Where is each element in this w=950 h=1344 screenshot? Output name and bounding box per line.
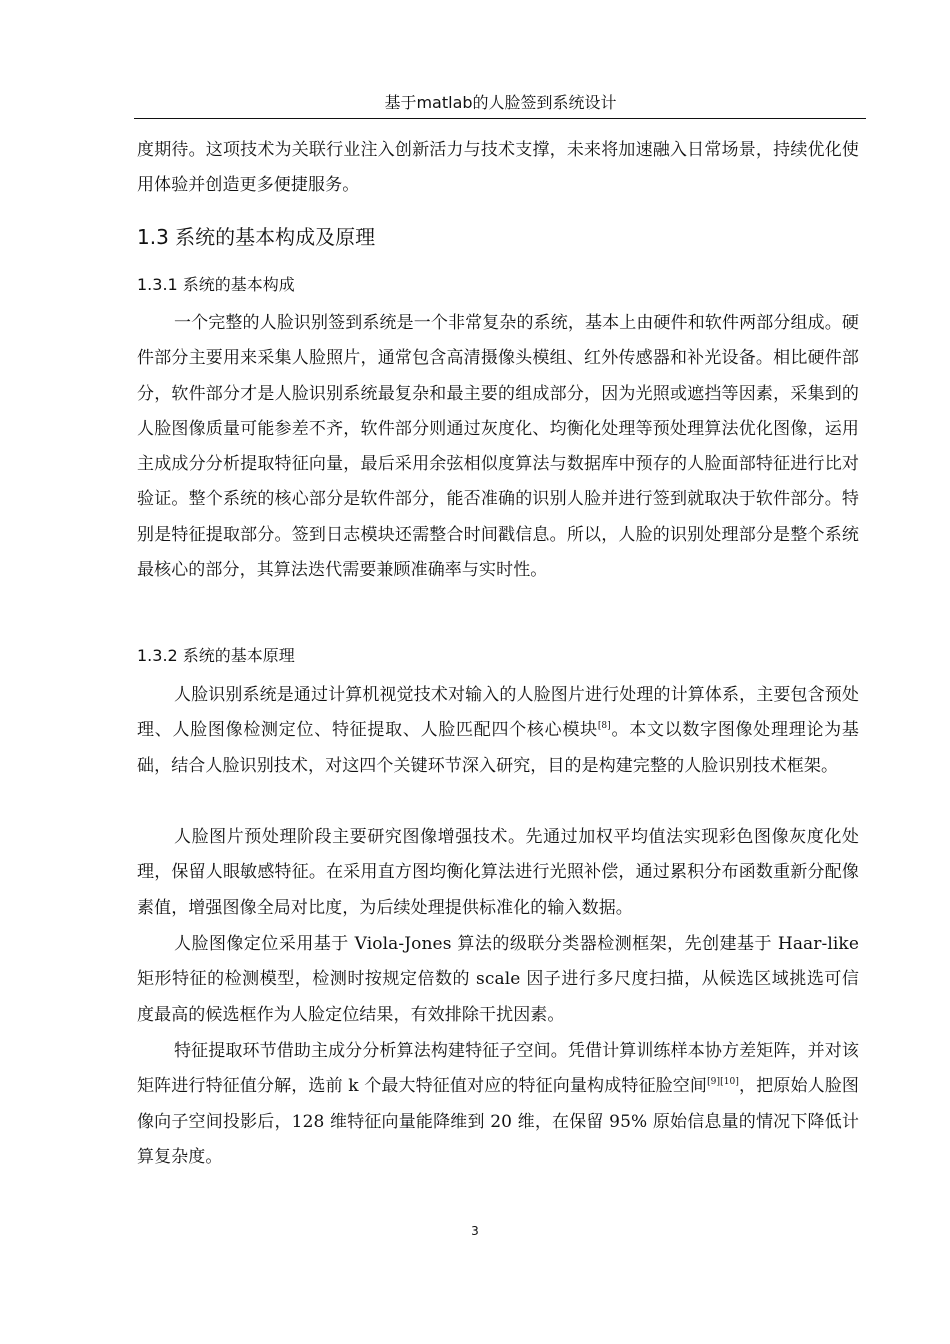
principle-paragraph-modules-text: 人脸识别系统是通过计算机视觉技术对输入的人脸图片进行处理的计算体系，主要包含预处理、人脸图像检测定位、特征提取、人脸匹配四个核心模块 (137, 685, 859, 741)
principle-paragraph-detection: 人脸图像定位采用基于 Viola-Jones 算法的级联分类器检测框架，先创建基于 Haar-like 矩形特征的检测模型，检测时按规定倍数的 scale 因子进行多尺度扫描，从候选区域挑选可信度最高的候选框作为人脸定位结果，有效排除干扰因素。 (137, 934, 859, 1025)
principle-paragraph-feature-extraction (137, 1034, 859, 1175)
principle-paragraph-modules-tail: 。本文以数字图像处理理论为基础，结合人脸识别技术，对这四个关键环节深入研究，目的是构建完整的人脸识别技术框架。 (137, 720, 859, 776)
subsection-heading-composition: 1.3.1 系统的基本构成 (137, 275, 295, 294)
intro-paragraph: 度期待。这项技术为关联行业注入创新活力与技术支撑，未来将加速融入日常场景，持续优化使用体验并创造更多便捷服务。 (137, 140, 859, 196)
header-divider (134, 118, 866, 119)
section-heading: 1.3 系统的基本构成及原理 (137, 225, 376, 249)
citation-reference: [9][10] (707, 1077, 739, 1088)
principle-paragraph-feature-tail: ，把原始人脸图像向子空间投影后，128 维特征向量能降维到 20 维，在保留 95% 原始信息量的情况下降低计算复杂度。 (137, 1076, 859, 1167)
subsection-heading-principle: 1.3.2 系统的基本原理 (137, 646, 295, 665)
principle-paragraph-modules (137, 678, 859, 784)
page-header-title: 基于matlab的人脸签到系统设计 (384, 93, 617, 112)
principle-paragraph-preprocessing: 人脸图片预处理阶段主要研究图像增强技术。先通过加权平均值法实现彩色图像灰度化处理，保留人眼敏感特征。在采用直方图均衡化算法进行光照补偿，通过累积分布函数重新分配像素值，增强图像全局对比度，为后续处理提供标准化的输入数据。 (137, 827, 859, 918)
citation-reference: [8] (597, 721, 611, 732)
composition-paragraph: 一个完整的人脸识别签到系统是一个非常复杂的系统，基本上由硬件和软件两部分组成。硬件部分主要用来采集人脸照片，通常包含高清摄像头模组、红外传感器和补光设备。相比硬件部分，软件部分才是人脸识别系统最复杂和最主要的组成部分，因为光照或遮挡等因素，采集到的人脸图像质量可能参差不齐，软件部分则通过灰度化、均衡化处理等预处理算法优化图像，运用主成成分分析提取特征向量，最后采用余弦相似度算法与数据库中预存的人脸面部特征进行比对验证。整个系统的核心部分是软件部分，能否准确的识别人脸并进行签到就取决于软件部分。特别是特征提取部分。签到日志模块还需整合时间戳信息。所以，人脸的识别处理部分是整个系统最核心的部分，其算法迭代需要兼顾准确率与实时性。 (137, 313, 859, 581)
page-number: 3 (471, 1224, 479, 1238)
principle-paragraph-feature-text: 特征提取环节借助主成分分析算法构建特征子空间。凭借计算训练样本协方差矩阵，并对该矩阵进行特征值分解，选前 k 个最大特征值对应的特征向量构成特征脸空间 (137, 1041, 859, 1097)
